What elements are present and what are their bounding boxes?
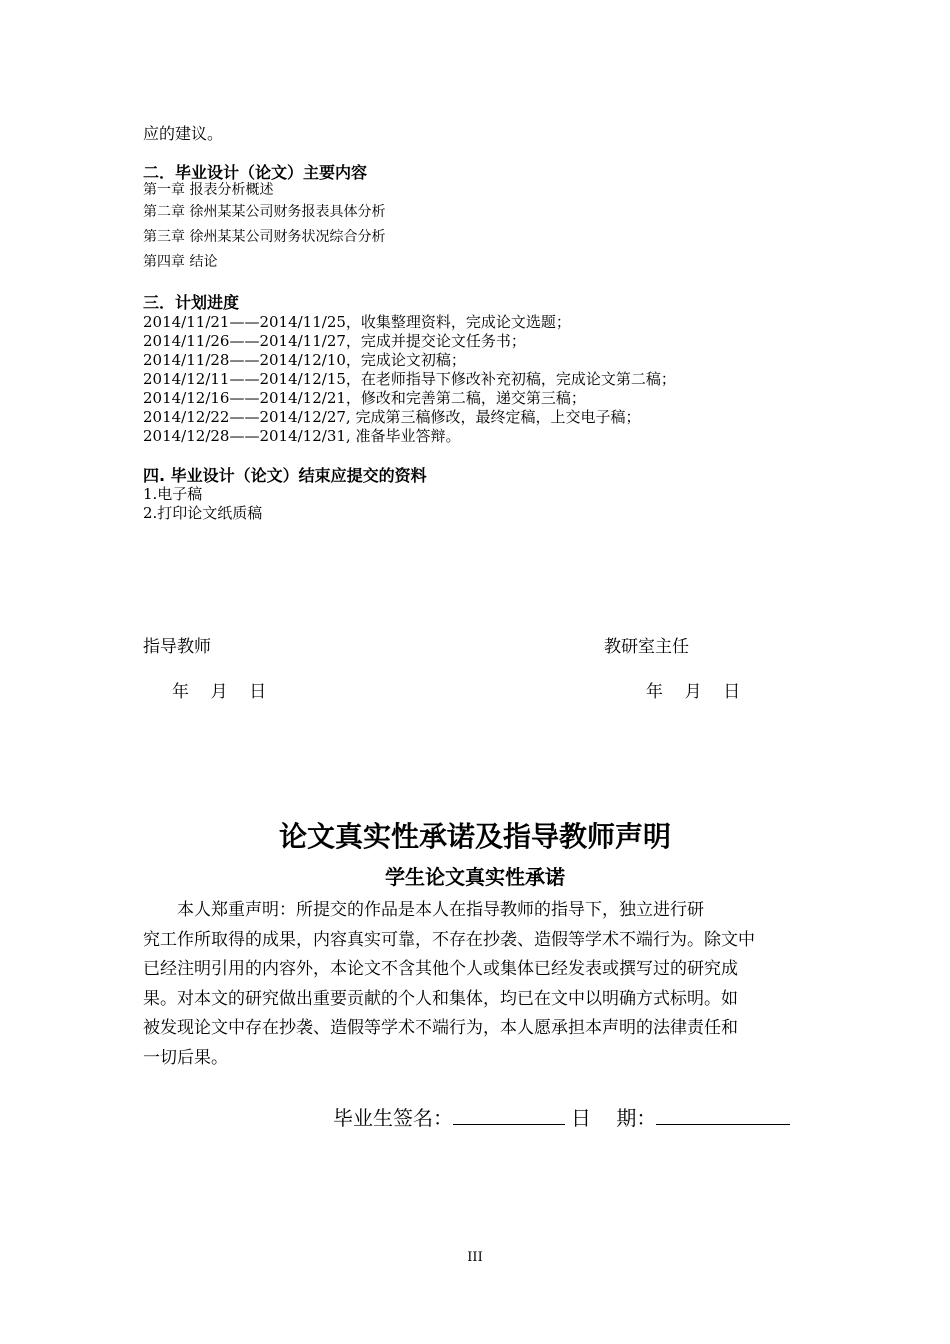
date-label: 日 期： xyxy=(571,1106,657,1130)
declaration-subtitle: 学生论文真实性承诺 xyxy=(385,865,565,889)
plan-item: 2014/12/28——2014/12/31, 准备毕业答辩。 xyxy=(143,427,461,445)
student-signature-row xyxy=(333,1102,790,1132)
plan-item: 2014/11/28——2014/12/10，完成论文初稿； xyxy=(143,351,466,369)
declaration-line: 本人郑重声明：所提交的作品是本人在指导教师的指导下，独立进行研 xyxy=(143,900,704,920)
declaration-paragraph xyxy=(143,896,806,1073)
advisor-date: 年 月 日 xyxy=(172,682,267,702)
plan-item: 2014/12/16——2014/12/21，修改和完善第二稿，递交第三稿； xyxy=(143,389,586,407)
declaration-line: 一切后果。 xyxy=(143,1047,228,1068)
intro-tail-text: 应的建议。 xyxy=(143,124,224,143)
declaration-line: 果。对本文的研究做出重要贡献的个人和集体，均已在文中以明确方式标明。如 xyxy=(143,988,738,1009)
director-date: 年 月 日 xyxy=(646,682,741,702)
section3-heading: 三．计划进度 xyxy=(143,293,240,312)
plan-item: 2014/11/21——2014/11/25，收集整理资料，完成论文选题； xyxy=(143,313,571,331)
plan-item: 2014/11/26——2014/11/27，完成并提交论文任务书； xyxy=(143,332,526,350)
declaration-line: 究工作所取得的成果，内容真实可靠，不存在抄袭、造假等学术不端行为。除文中 xyxy=(143,929,755,950)
director-label: 教研室主任 xyxy=(604,637,689,657)
page-number: III xyxy=(467,1250,483,1265)
declaration-line: 被发现论文中存在抄袭、造假等学术不端行为，本人愿承担本声明的法律责任和 xyxy=(143,1018,738,1038)
declaration-title: 论文真实性承诺及指导教师声明 xyxy=(278,820,671,853)
chapter-item: 第三章 徐州某某公司财务状况综合分析 xyxy=(143,229,386,245)
deliverable-item: 1.电子稿 xyxy=(143,485,203,503)
student-signature-label: 毕业生签名： xyxy=(333,1106,453,1130)
section2-heading: 二．毕业设计（论文）主要内容 xyxy=(143,163,368,182)
student-signature-field[interactable] xyxy=(453,1102,565,1125)
declaration-line: 已经注明引用的内容外，本论文不含其他个人或集体已经发表或撰写过的研究成 xyxy=(143,959,738,979)
advisor-label: 指导教师 xyxy=(143,637,211,657)
chapter-item: 第四章 结论 xyxy=(143,254,218,270)
section4-heading: 四. 毕业设计（论文）结束应提交的资料 xyxy=(143,466,427,485)
plan-item: 2014/12/11——2014/12/15，在老师指导下修改补充初稿，完成论文第二稿； xyxy=(143,370,676,388)
date-field[interactable] xyxy=(656,1102,790,1125)
deliverable-item: 2.打印论文纸质稿 xyxy=(143,504,263,522)
chapter-item: 第一章 报表分析概述 xyxy=(143,182,274,198)
plan-item: 2014/12/22——2014/12/27, 完成第三稿修改，最终定稿，上交电子稿； xyxy=(143,408,641,426)
chapter-item: 第二章 徐州某某公司财务报表具体分析 xyxy=(143,204,386,220)
